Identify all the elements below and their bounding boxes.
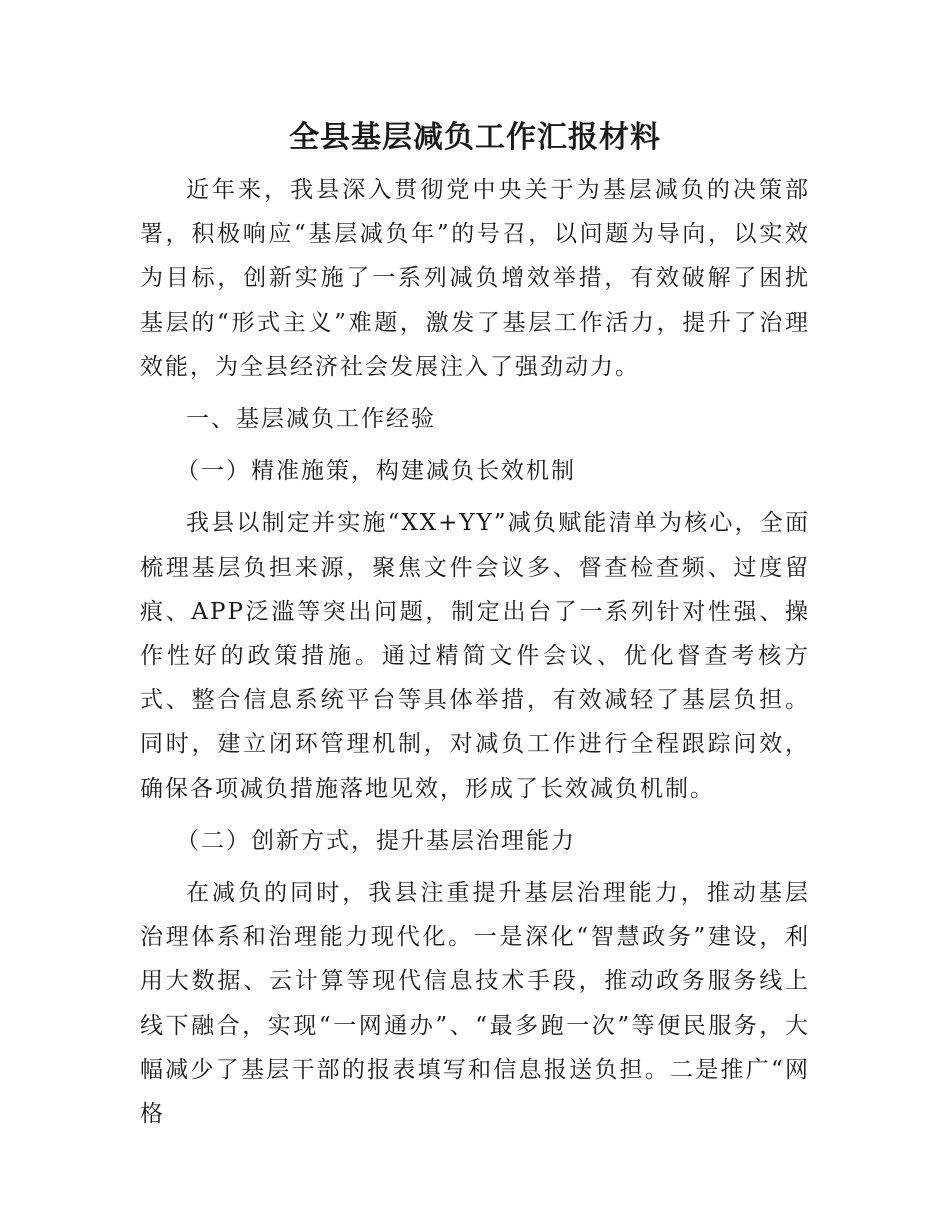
section-heading: 一、基层减负工作经验 — [186, 406, 436, 433]
subsection-heading-2: （二）创新方式，提升基层治理能力 — [176, 827, 576, 854]
document-title: 全县基层减负工作汇报材料 — [289, 120, 661, 155]
subsection-paragraph-2: 在减负的同时，我县注重提升基层治理能力，推动基层治理体系和治理能力现代化。一是深化“智慧政务”建设，利用大数据、云计算等现代信息技术手段，推动政务服务线上线下融合，实现“一网通办”、“最多跑一次”等便民服务，大幅减少了基层干部的报表填写和信息报送负担。二是推广“网格 — [140, 880, 810, 1128]
document-body — [140, 168, 810, 1136]
subsection-heading-1: （一）精准施策，构建减负长效机制 — [176, 458, 576, 485]
intro-paragraph: 近年来，我县深入贯彻党中央关于为基层减负的决策部署，积极响应“基层减负年”的号召，以问题为导向，以实效为目标，创新实施了一系列减负增效举措，有效破解了困扰基层的“形式主义”难题，激发了基层工作活力，提升了治理效能，为全县经济社会发展注入了强劲动力。 — [140, 177, 810, 380]
subsection-paragraph-1: 我县以制定并实施“XX+YY”减负赋能清单为核心，全面梳理基层负担来源，聚焦文件会议多、督查检查频、过度留痕、APP泛滥等突出问题，制定出台了一系列针对性强、操作性好的政策措施。通过精简文件会议、优化督查考核方式、整合信息系统平台等具体举措，有效减轻了基层负担。同时，建立闭环管理机制，对减负工作进行全程跟踪问效，确保各项减负措施落地见效，形成了长效减负机制。 — [140, 510, 810, 802]
